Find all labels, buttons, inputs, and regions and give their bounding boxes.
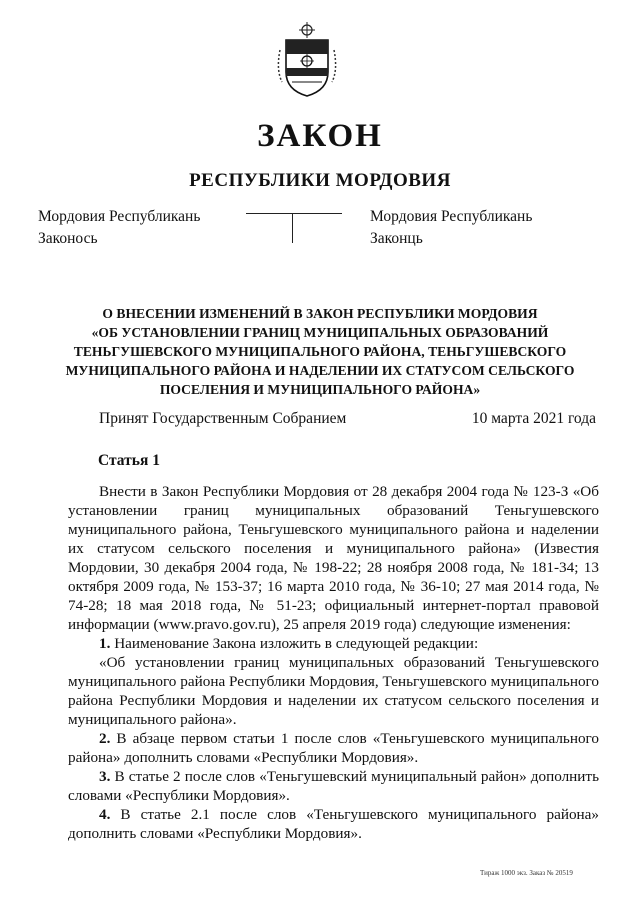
paragraph bbox=[68, 634, 599, 653]
item-number: 1. bbox=[99, 635, 111, 652]
erzya-title-left-line-2: Законось bbox=[38, 230, 98, 247]
paragraph-text: «Об установлении границ муниципальных образований Теньгушевского муниципального района Республики Мордовия, Теньгушевского муниципального района Республики Мордовия и наделении их статусом сельского поселения и муниципального района». bbox=[68, 654, 599, 728]
moksha-title-right-line-2: Законць bbox=[370, 230, 423, 247]
adopted-by: Принят Государственным Собранием bbox=[99, 410, 347, 427]
adopted-date: 10 марта 2021 года bbox=[471, 410, 596, 427]
coat-of-arms-emblem bbox=[272, 20, 342, 100]
law-heading: ЗАКОН bbox=[257, 118, 383, 154]
moksha-title-right bbox=[370, 206, 532, 250]
erzya-title-left bbox=[38, 206, 200, 250]
law-title-line: ПОСЕЛЕНИЯ И МУНИЦИПАЛЬНОГО РАЙОНА» bbox=[159, 382, 481, 397]
paragraph bbox=[68, 767, 599, 805]
item-number: 3. bbox=[99, 768, 111, 785]
item-number: 4. bbox=[99, 806, 111, 823]
print-run-footer: Тираж 1000 экз. Заказ № 20519 bbox=[480, 869, 573, 877]
erzya-title-left-line-1: Мордовия Республикань bbox=[38, 208, 201, 225]
paragraph-text: В статье 2 после слов «Теньгушевский муниципальный район» дополнить словами «Республики Мордовия». bbox=[68, 768, 599, 804]
paragraph bbox=[68, 482, 599, 634]
header-divider-horizontal bbox=[246, 213, 342, 214]
law-title bbox=[40, 304, 600, 399]
law-title-line: ТЕНЬГУШЕВСКОГО МУНИЦИПАЛЬНОГО РАЙОНА, ТЕНЬГУШЕВСКОГО bbox=[73, 344, 567, 359]
paragraph-text: Внести в Закон Республики Мордовия от 28 декабря 2004 года № 123-З «Об установлении границ муниципальных образований Теньгушевского муниципального района, Теньгушевского муниципального района и наделении их статусом сельского поселения и муниципального района» (Известия Мордовии, 30 декабря 2004 года, № 198-22; 28 ноября 2008 года, № 181-34; 13 октября 2009 года, № 153-37; 16 марта 2010 года, № 36-10; 27 мая 2014 года, № 74-28; 18 мая 2018 года, № 51-23; официальный интернет-портал правовой информации (www.pravo.gov.ru), 25 апреля 2019 года) следующие изменения: bbox=[68, 483, 599, 633]
law-title-line: МУНИЦИПАЛЬНОГО РАЙОНА И НАДЕЛЕНИИ ИХ СТАТУСОМ СЕЛЬСКОГО bbox=[65, 363, 575, 378]
article-body bbox=[68, 482, 599, 843]
paragraph-text: В абзаце первом статьи 1 после слов «Теньгушевского муниципального района» дополнить словами «Республики Мордовия». bbox=[68, 730, 599, 766]
header-divider-vertical bbox=[292, 213, 293, 243]
law-title-line: «ОБ УСТАНОВЛЕНИИ ГРАНИЦ МУНИЦИПАЛЬНЫХ ОБРАЗОВАНИЙ bbox=[91, 325, 549, 340]
paragraph-text: Наименование Закона изложить в следующей редакции: bbox=[110, 635, 479, 652]
article-heading: Статья 1 bbox=[98, 452, 160, 469]
law-title-line: О ВНЕСЕНИИ ИЗМЕНЕНИЙ В ЗАКОН РЕСПУБЛИКИ МОРДОВИЯ bbox=[102, 306, 538, 321]
paragraph bbox=[68, 653, 599, 729]
moksha-title-right-line-1: Мордовия Республикань bbox=[370, 208, 533, 225]
paragraph-text: В статье 2.1 после слов «Теньгушевского муниципального района» дополнить словами «Республики Мордовия». bbox=[68, 806, 599, 842]
paragraph bbox=[68, 729, 599, 767]
paragraph bbox=[68, 805, 599, 843]
republic-heading: РЕСПУБЛИКИ МОРДОВИЯ bbox=[189, 170, 451, 191]
item-number: 2. bbox=[99, 730, 111, 747]
